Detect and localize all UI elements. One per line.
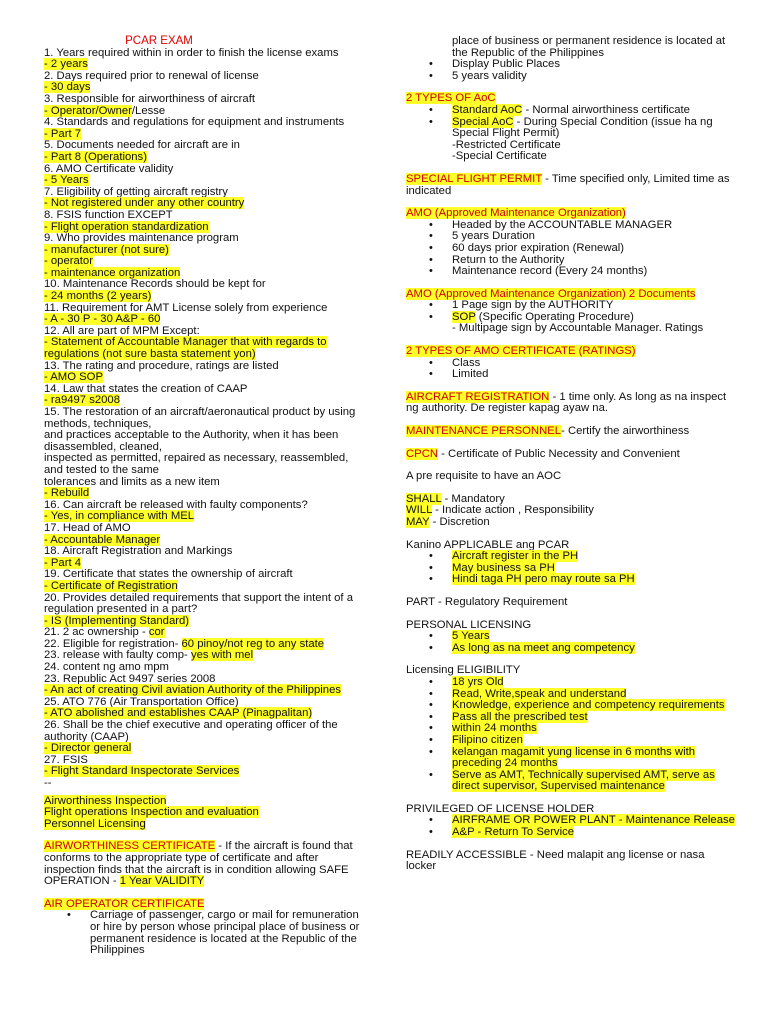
qa-list: [44, 48, 364, 790]
pcar-applicability-item: [452, 574, 736, 586]
licensing-eligibility-text: Knowledge, experience and competency requirements: [452, 699, 725, 712]
answer-text: - Director general: [44, 742, 132, 755]
license-privileges-heading: PRIVILEGED OF LICENSE HOLDER: [406, 802, 595, 815]
aoc-item: • 5 years validity: [452, 71, 736, 83]
answer-text: - 2 years: [44, 58, 88, 71]
aoc-section: [44, 899, 364, 957]
licensing-eligibility-heading: Licensing ELIGIBILITY: [406, 664, 521, 677]
modal-verb-text: - Indicate action , Responsibility: [431, 504, 594, 517]
amo-documents-list: [406, 300, 736, 335]
qa-line: [44, 233, 364, 245]
aoc-item: • Carriage of passenger, cargo or mail for remuneration or hire by person whose principal place of business or permanent residence is located at the Republic of the Philippines: [90, 910, 364, 956]
answer-text: - 30 days: [44, 81, 91, 94]
right-column: [406, 36, 736, 873]
amo-certificate-type-list: [406, 358, 736, 381]
qa-line: [44, 164, 364, 176]
licensing-eligibility-item: [452, 677, 736, 689]
fsis-functions: [44, 796, 364, 831]
qa-line: [44, 546, 364, 558]
answer-text: - ra9497 s2008: [44, 394, 120, 407]
qa-line: [44, 71, 364, 83]
aoc-item: • Display Public Places: [452, 59, 736, 71]
question-text: 21. 2 ac ownership -: [44, 626, 149, 639]
left-column: [44, 36, 364, 957]
amo-heading: AMO (Approved Maintenance Organization): [406, 207, 626, 220]
question-text: 12. All are part of MPM Except:: [44, 324, 200, 337]
aoc-type-item: [452, 117, 736, 140]
question-text: tolerances and limits as a new item: [44, 475, 220, 488]
answer-text: - Part 7: [44, 127, 82, 140]
licensing-eligibility-text: Serve as AMT, Technically supervised AMT, serve as direct supervisor, Supervised maintenance: [452, 768, 715, 793]
answer-text: yes with mel: [190, 649, 254, 662]
question-text: 2. Days required prior to renewal of license: [44, 69, 259, 82]
license-privilege-text: A&P - Return To Service: [452, 826, 575, 839]
pcar-applicability-heading: Kanino APPLICABLE ang PCAR: [406, 538, 570, 551]
answer-text: - A - 30 P - 30 A&P - 60: [44, 313, 161, 326]
qa-line: [44, 48, 364, 60]
answer-text: - Yes, in compliance with MEL: [44, 510, 195, 523]
aoc-type-name: Special AoC: [452, 115, 514, 128]
license-privilege-text: AIRFRAME OR POWER PLANT - Maintenance Release: [452, 814, 735, 827]
question-text: 24. content ng amo mpm: [44, 661, 169, 674]
answer-text: - Certificate of Registration: [44, 579, 178, 592]
amo-line: [406, 208, 736, 220]
qa-line: [44, 337, 364, 360]
question-text: 1. Years required within in order to finish the license exams: [44, 46, 339, 59]
maintenance-personnel-line: [406, 426, 736, 438]
qa-line: [44, 523, 364, 535]
question-text: 11. Requirement for AMT License solely from experience: [44, 301, 328, 314]
answer-text: - AMO SOP: [44, 371, 104, 384]
airworthiness-certificate-text: - If the aircraft is found that conforms to the appropriate type of certificate and after inspection finds that the aircraft is in condition allowing SAFE OPERATION -: [44, 840, 353, 888]
answer-suffix: /Lesse: [131, 104, 166, 117]
special-flight-permit-heading: SPECIAL FLIGHT PERMIT: [406, 172, 543, 185]
answer-text: - maintenance organization: [44, 266, 181, 279]
cpcn-heading: CPCN: [406, 447, 439, 460]
question-text: 13. The rating and procedure, ratings are listed: [44, 359, 279, 372]
aoc-type-desc: - During Special Condition (issue ha ng Special Flight Permit): [452, 115, 713, 140]
cpcn-text: - Certificate of Public Necessity and Convenient: [438, 447, 680, 460]
licensing-eligibility-text: Read, Write,speak and understand: [452, 687, 627, 700]
licensing-eligibility-item: [452, 770, 736, 793]
qa-line: [44, 430, 364, 453]
answer-text: - Rebuild: [44, 487, 90, 500]
amo-certificate-types-line: [406, 346, 736, 358]
amo-item: • 60 days prior expiration (Renewal): [452, 243, 736, 255]
part-definition: PART - Regulatory Requirement: [406, 595, 568, 608]
answer-text: - IS (Implementing Standard): [44, 614, 190, 627]
aoc-subtype: -Restricted Certificate: [452, 138, 561, 151]
pcar-applicability-text: Aircraft register in the PH: [452, 550, 579, 563]
pcar-applicability-list: [406, 551, 736, 586]
answer-text: 60 pinoy/not reg to any state: [181, 637, 325, 650]
aircraft-registration-text: - 1 time only. As long as na inspect ng authority. De register kapag ayaw na.: [406, 390, 727, 415]
modal-verb-text: - Mandatory: [441, 492, 505, 505]
question-text: 18. Aircraft Registration and Markings: [44, 545, 233, 558]
aoc-types-heading: 2 TYPES OF AoC: [406, 92, 496, 105]
aircraft-registration-heading: AIRCRAFT REGISTRATION: [406, 390, 550, 403]
amo-item: • Headed by the ACCOUNTABLE MANAGER: [452, 220, 736, 232]
question-text: 23. release with faulty comp-: [44, 649, 191, 662]
licensing-eligibility-text: kelangan magamit yung license in 6 months with preceding 24 months: [452, 745, 696, 770]
question-text: 22. Eligible for registration-: [44, 637, 182, 650]
aircraft-registration-line: [406, 392, 736, 415]
amo-item: • 5 years Duration: [452, 231, 736, 243]
amo-certificate-type-item: • Class: [452, 358, 736, 370]
sop-label: SOP: [452, 310, 476, 323]
qa-line: [44, 407, 364, 430]
modal-verb-heading: MAY: [406, 516, 430, 528]
answer-text: - 5 Years: [44, 174, 89, 187]
modal-verb-line: [406, 517, 736, 529]
sop-sub: - Multipage sign by Accountable Manager. Ratings: [452, 322, 704, 335]
answer-text: - Flight Standard Inspectorate Services: [44, 765, 240, 778]
amo-documents-heading: AMO (Approved Maintenance Organization) 2 Documents: [406, 287, 696, 300]
qa-line: [44, 477, 364, 489]
right-notes: [406, 36, 736, 873]
cpcn-line: [406, 449, 736, 461]
modal-verb-text: - Discretion: [429, 516, 490, 528]
airworthiness-certificate-section: [44, 841, 364, 887]
question-text: 26. Shall be the chief executive and operating officer of the authority (CAAP): [44, 719, 338, 743]
question-text: and practices acceptable to the Authority, when it has been disassembled, cleaned,: [44, 429, 339, 453]
aoc-prerequisite: A pre requisite to have an AOC: [406, 470, 562, 483]
qa-line: [44, 94, 364, 106]
licensing-eligibility-text: within 24 months: [452, 722, 537, 735]
answer-text: - operator: [44, 255, 93, 268]
licensing-eligibility-text: Filipino citizen: [452, 733, 523, 746]
aoc-type-desc: - Normal airworthiness certificate: [522, 103, 690, 116]
sop-desc: (Specific Operating Procedure): [475, 310, 634, 323]
qa-line: [44, 743, 364, 755]
aoc-heading: AIR OPERATOR CERTIFICATE: [44, 897, 205, 910]
qa-line: [44, 766, 364, 778]
pcar-applicability-text: May business sa PH: [452, 561, 555, 574]
question-text: 5. Documents needed for aircraft are in: [44, 139, 240, 152]
question-text: 9. Who provides maintenance program: [44, 232, 239, 245]
personal-licensing-heading: PERSONAL LICENSING: [406, 618, 532, 631]
amo-certificate-type-item: • Limited: [452, 369, 736, 381]
aoc-item-continued: place of business or permanent residence is located at the Republic of the Philippines: [452, 35, 726, 59]
answer-text: - Statement of Accountable Manager that with regards to regulations (not sure basta statement yon): [44, 336, 327, 361]
aoc-item: [452, 36, 736, 59]
licensing-eligibility-list: [406, 677, 736, 793]
question-text: 17. Head of AMO: [44, 521, 131, 534]
answer-text: - An act of creating Civil aviation Authority of the Philippines: [44, 684, 342, 697]
answer-text: - 24 months (2 years): [44, 290, 152, 303]
answer-text: - Not registered under any other country: [44, 197, 245, 210]
fsis-function-text: Flight operations Inspection and evaluation: [44, 806, 259, 819]
licensing-eligibility-text: Pass all the prescribed test: [452, 710, 588, 723]
maintenance-personnel-text: - Certify the airworthiness: [561, 425, 690, 438]
licensing-eligibility-item: [452, 747, 736, 770]
aoc-continued-list: [406, 36, 736, 82]
special-flight-permit-line: [406, 174, 736, 197]
license-privilege-list: [406, 815, 736, 838]
answer-text: cor: [148, 626, 165, 639]
personal-licensing-text: As long as na meet ang competency: [452, 641, 635, 654]
modal-verb-heading: WILL: [406, 504, 432, 517]
airworthiness-certificate-heading: AIRWORTHINESS CERTIFICATE: [44, 840, 216, 853]
aoc-type-name: Standard AoC: [452, 103, 523, 116]
answer-text: - Part 4: [44, 556, 82, 569]
answer-text: - Part 8 (Operations): [44, 150, 147, 163]
personal-licensing-list: [406, 631, 736, 654]
modal-verb-heading: SHALL: [406, 492, 442, 505]
amo-item: • Maintenance record (Every 24 months): [452, 266, 736, 278]
airworthiness-validity: 1 Year VALIDITY: [119, 875, 205, 888]
qa-line: [44, 117, 364, 129]
fsis-function: [44, 819, 364, 831]
question-text: 14. Law that states the creation of CAAP: [44, 382, 248, 395]
personal-licensing-text: 5 Years: [452, 630, 490, 643]
question-text: 16. Can aircraft be released with faulty components?: [44, 498, 308, 511]
question-text: 4. Standards and regulations for equipment and instruments: [44, 116, 345, 129]
amo-document-item: • 1 Page sign by the AUTHORITY: [452, 300, 736, 312]
page-title: PCAR EXAM: [125, 35, 193, 47]
question-text: 20. Provides detailed requirements that support the intent of a regulation presented in a part?: [44, 591, 353, 616]
question-text: inspected as permitted, repaired as necessary, reassembled, and tested to the same: [44, 452, 349, 476]
fsis-function-text: Airworthiness Inspection: [44, 794, 167, 807]
question-text: 3. Responsible for airworthiness of aircraft: [44, 92, 255, 105]
aoc-subtype: -Special Certificate: [452, 150, 547, 163]
question-text: 8. FSIS function EXCEPT: [44, 208, 173, 221]
question-text: 10. Maintenance Records should be kept for: [44, 278, 266, 291]
amo-certificate-types-heading: 2 TYPES OF AMO CERTIFICATE (RATINGS): [406, 345, 636, 358]
answer-text: - manufacturer (not sure): [44, 243, 169, 256]
qa-line: [44, 720, 364, 743]
qa-line: [44, 778, 364, 790]
answer-text: - Accountable Manager: [44, 533, 161, 546]
maintenance-personnel-heading: MAINTENANCE PERSONNEL: [406, 425, 562, 438]
question-text: 6. AMO Certificate validity: [44, 162, 174, 175]
amo-list: [406, 220, 736, 278]
licensing-eligibility-item: [452, 735, 736, 747]
question-text: 25. ATO 776 (Air Transportation Office): [44, 695, 239, 708]
licensing-eligibility-item: [452, 700, 736, 712]
answer-text: - Operator/Owner: [44, 104, 132, 117]
licensing-eligibility-text: 18 yrs Old: [452, 675, 504, 688]
question-text: 7. Eligibility of getting aircraft registry: [44, 185, 228, 198]
license-privilege-item: [452, 827, 736, 839]
question-text: --: [44, 777, 52, 789]
answer-text: - Flight operation standardization: [44, 220, 209, 233]
aoc-types-list: [406, 105, 736, 163]
qa-line: [44, 593, 364, 616]
amo-item: • Return to the Authority: [452, 255, 736, 267]
qa-line: [44, 210, 364, 222]
question-text: 15. The restoration of an aircraft/aeronautical product by using methods, techniques,: [44, 406, 356, 430]
fsis-function-text: Personnel Licensing: [44, 817, 146, 830]
personal-licensing-item: [452, 643, 736, 655]
special-flight-permit-text: - Time specified only, Limited time as indicated: [406, 172, 730, 197]
question-text: 23. Republic Act 9497 series 2008: [44, 672, 216, 685]
qa-line: [44, 453, 364, 476]
readily-accessible: READILY ACCESSIBLE - Need malapit ang license or nasa locker: [406, 848, 705, 873]
personal-licensing-item: [452, 631, 736, 643]
question-text: 19. Certificate that states the ownership of aircraft: [44, 568, 293, 581]
pcar-applicability-text: Hindi taga PH pero may route sa PH: [452, 573, 635, 586]
answer-text: - ATO abolished and establishes CAAP (Pinagpalitan): [44, 707, 313, 720]
question-text: 27. FSIS: [44, 753, 88, 766]
